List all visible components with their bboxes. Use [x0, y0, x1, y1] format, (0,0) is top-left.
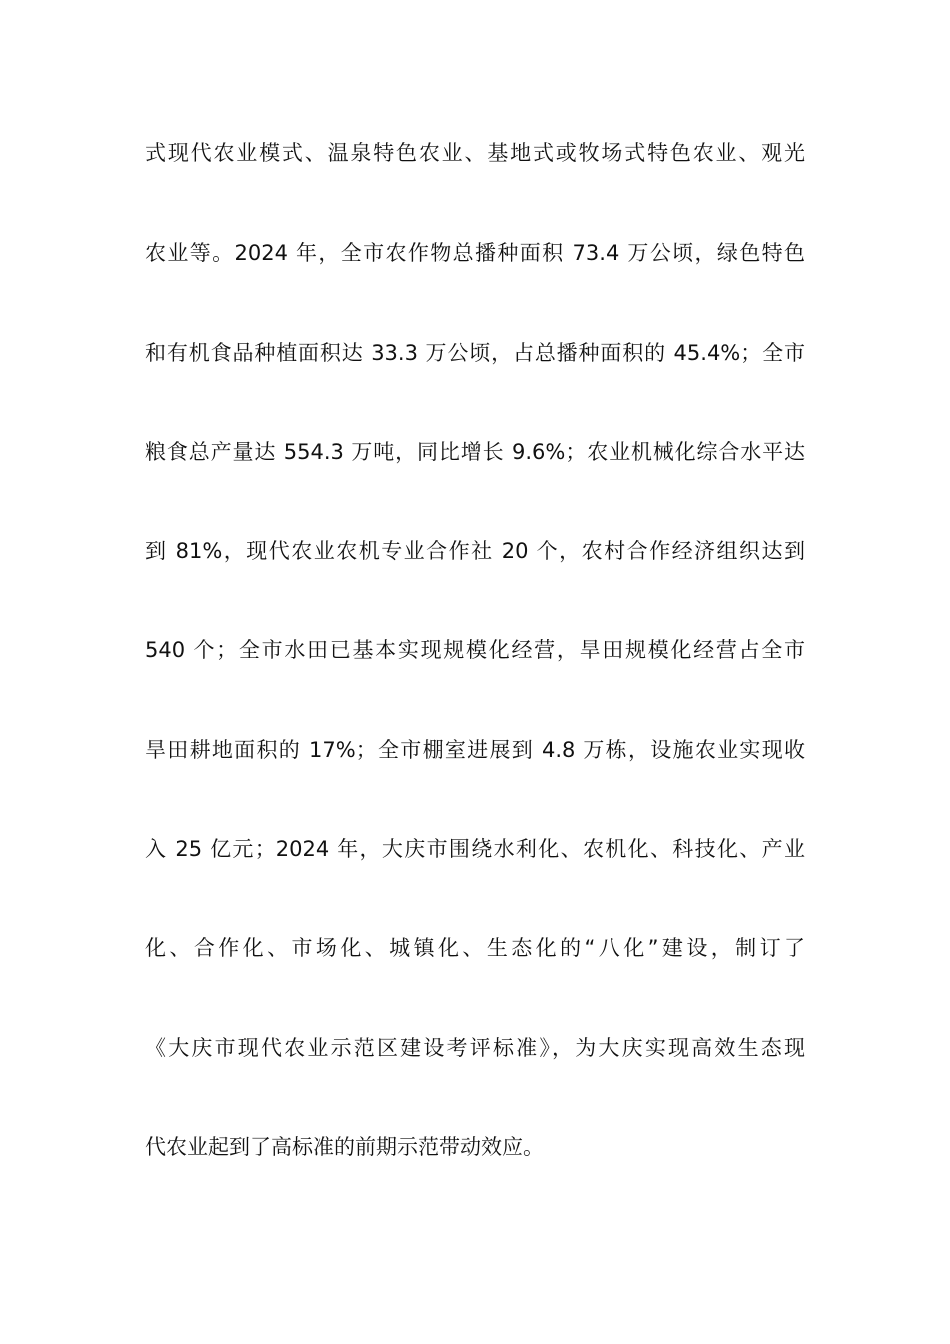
paragraph-line-1: 式现代农业模式、温泉特色农业、基地式或牧场式特色农业、观光: [145, 141, 805, 165]
paragraph-line-4: 粮食总产量达 554.3 万吨，同比增长 9.6%；农业机械化综合水平达: [145, 440, 805, 464]
paragraph-line-6: 540 个；全市水田已基本实现规模化经营，旱田规模化经营占全市: [145, 638, 805, 662]
paragraph-line-8: 入 25 亿元；2024 年，大庆市围绕水利化、农机化、科技化、产业: [145, 837, 805, 861]
paragraph-line-5: 到 81%，现代农业农机专业合作社 20 个，农村合作经济组织达到: [145, 539, 805, 563]
paragraph-line-3: 和有机食品种植面积达 33.3 万公顷，占总播种面积的 45.4%；全市: [145, 341, 805, 365]
paragraph-line-2: 农业等。2024 年，全市农作物总播种面积 73.4 万公顷，绿色特色: [145, 241, 805, 265]
paragraph-line-7: 旱田耕地面积的 17%；全市棚室进展到 4.8 万栋，设施农业实现收: [145, 738, 805, 762]
paragraph-line-9: 化、合作化、市场化、城镇化、生态化的“八化”建设，制订了: [145, 936, 805, 960]
paragraph-line-10: 《大庆市现代农业示范区建设考评标准》，为大庆实现高效生态现: [145, 1036, 805, 1060]
paragraph-line-11: 代农业起到了高标准的前期示范带动效应。: [145, 1135, 544, 1159]
